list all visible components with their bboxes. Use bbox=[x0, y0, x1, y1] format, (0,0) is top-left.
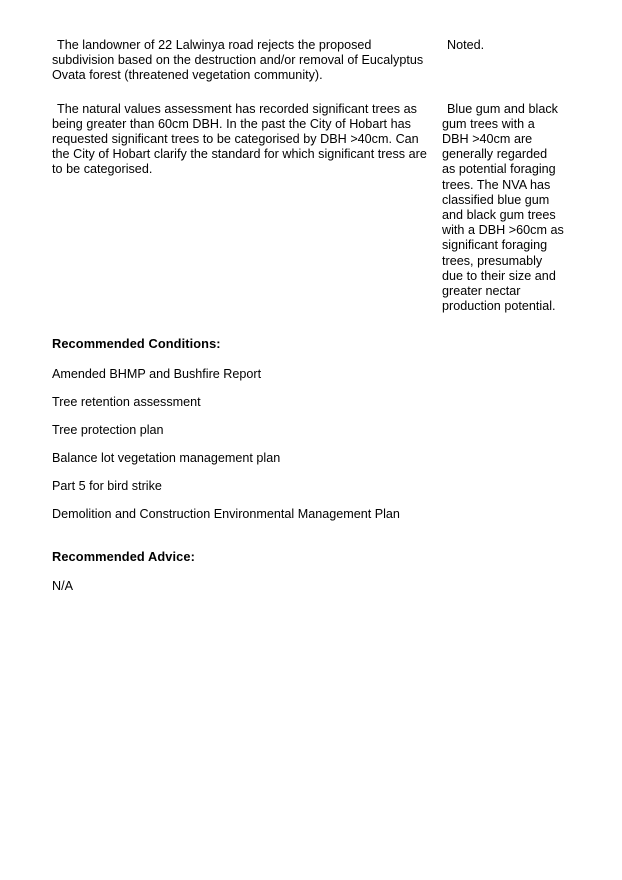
recommended-conditions-heading: Recommended Conditions: bbox=[52, 336, 221, 351]
response-cell bbox=[442, 38, 564, 53]
condition-item-6 bbox=[52, 506, 512, 522]
condition-item-4 bbox=[52, 450, 512, 466]
response-text: Noted. bbox=[447, 38, 485, 52]
comment-cell bbox=[52, 38, 442, 84]
condition-item-2 bbox=[52, 394, 512, 410]
comments-table bbox=[52, 38, 570, 314]
condition-item-1 bbox=[52, 366, 512, 382]
comment-row bbox=[52, 102, 570, 315]
condition-label: Part 5 for bird strike bbox=[52, 479, 162, 493]
recommended-advice-heading: Recommended Advice: bbox=[52, 549, 195, 564]
comment-row bbox=[52, 38, 570, 84]
condition-item-5 bbox=[52, 478, 512, 494]
comment-cell bbox=[52, 102, 442, 178]
response-text: Blue gum and black gum trees with a DBH >40cm are generally regarded as potential foraging trees. The NVA has classified blue gum and black gum trees with a DBH >60cm as significant foraging trees, presumably due to their size and greater nectar production potential. bbox=[442, 101, 564, 314]
advice-item-1 bbox=[52, 578, 512, 594]
response-cell bbox=[442, 102, 564, 315]
condition-label: Tree protection plan bbox=[52, 423, 164, 437]
comment-text: The landowner of 22 Lalwinya road rejects the proposed subdivision based on the destruction and/or removal of Eucalyptus Ovata forest (threatened vegetation community). bbox=[52, 38, 424, 83]
recommended-conditions-section bbox=[52, 336, 512, 352]
condition-item-3 bbox=[52, 422, 512, 438]
condition-label: Tree retention assessment bbox=[52, 395, 201, 409]
condition-label: Balance lot vegetation management plan bbox=[52, 451, 281, 465]
row-separator bbox=[52, 84, 570, 102]
comment-text: The natural values assessment has recorded significant trees as being greater than 60cm DBH. In the past the City of Hobart has requested significant trees to be categorised by DBH >40cm. Can the City of Hobart clarify the standard for which significant tress are to be categorised. bbox=[52, 101, 427, 177]
advice-label: N/A bbox=[52, 579, 73, 593]
recommended-advice-section bbox=[52, 549, 512, 565]
condition-label: Amended BHMP and Bushfire Report bbox=[52, 367, 262, 381]
condition-label: Demolition and Construction Environmental Management Plan bbox=[52, 507, 400, 521]
